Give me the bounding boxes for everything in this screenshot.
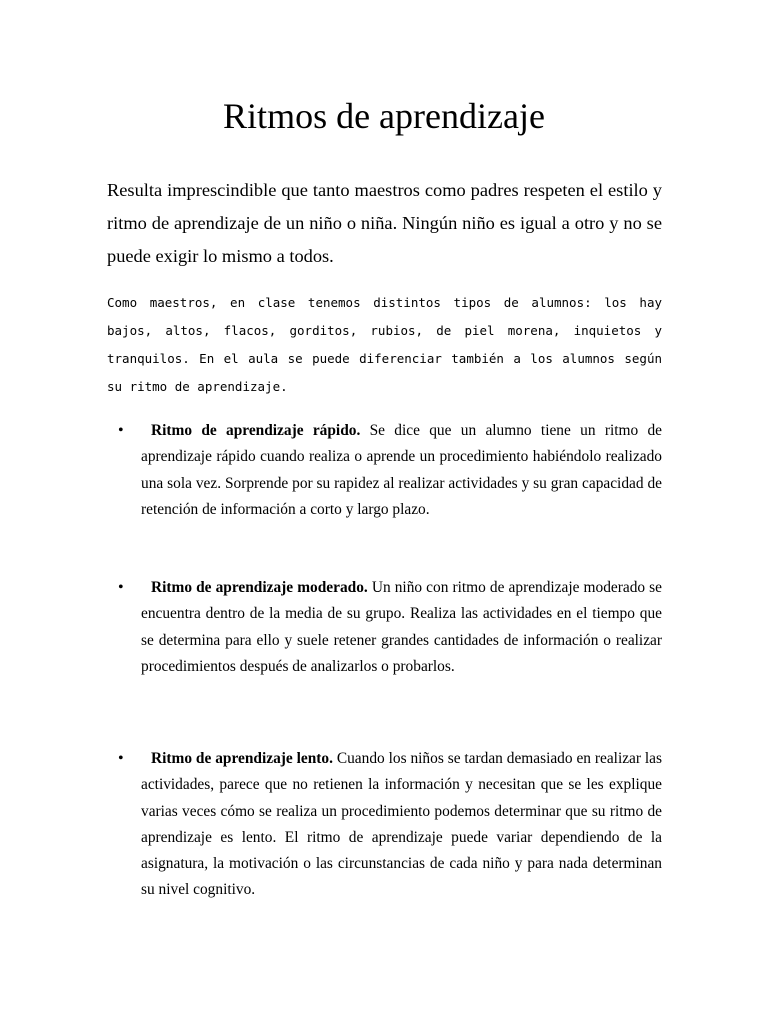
list-item-body: Cuando los niños se tardan demasiado en realizar las actividades, parece que no retienen la información y necesitan que se les explique varias veces cómo se realiza un procedimiento podemos determinar que su ritmo de aprendizaje es lento. El ritmo de aprendizaje puede variar dependiendo de la asignatura, la motivación o las circunstancias de cada niño y para nada determinan su nivel cognitivo. [141, 750, 662, 899]
list-item-title: Ritmo de aprendizaje lento. [151, 750, 333, 767]
list-item-title: Ritmo de aprendizaje rápido. [151, 422, 361, 439]
list-item-body: Un niño con ritmo de aprendizaje moderado se encuentra dentro de la media de su grupo. Realiza las actividades en el tiempo que se determina para ello y suele retener grandes cantidades de información o realizar procedimientos después de analizarlos o probarlos. [141, 579, 662, 675]
list-item-title: Ritmo de aprendizaje moderado. [151, 579, 368, 596]
list-item-text [141, 418, 662, 523]
page-title: Ritmos de aprendizaje [223, 96, 545, 136]
list-item-body: Se dice que un alumno tiene un ritmo de aprendizaje rápido cuando realiza o aprende un procedimiento habiéndolo realizado una sola vez. Sorprende por su rapidez al realizar actividades y su gran capacidad de retención de información a corto y largo plazo. [141, 422, 662, 518]
list-item-text [141, 746, 662, 904]
bullet-icon: • [118, 750, 124, 767]
list-item-text [141, 575, 662, 680]
body-paragraph: Como maestros, en clase tenemos distintos tipos de alumnos: los hay bajos, altos, flacos, gorditos, rubios, de piel morena, inquietos y tranquilos. En el aula se puede diferenciar también a los alumnos según su ritmo de aprendizaje. [107, 295, 662, 394]
bullet-icon: • [118, 422, 124, 439]
intro-paragraph: Resulta imprescindible que tanto maestros como padres respeten el estilo y ritmo de aprendizaje de un niño o niña. Ningún niño es igual a otro y no se puede exigir lo mismo a todos. [107, 180, 662, 266]
bullet-icon: • [118, 579, 124, 596]
